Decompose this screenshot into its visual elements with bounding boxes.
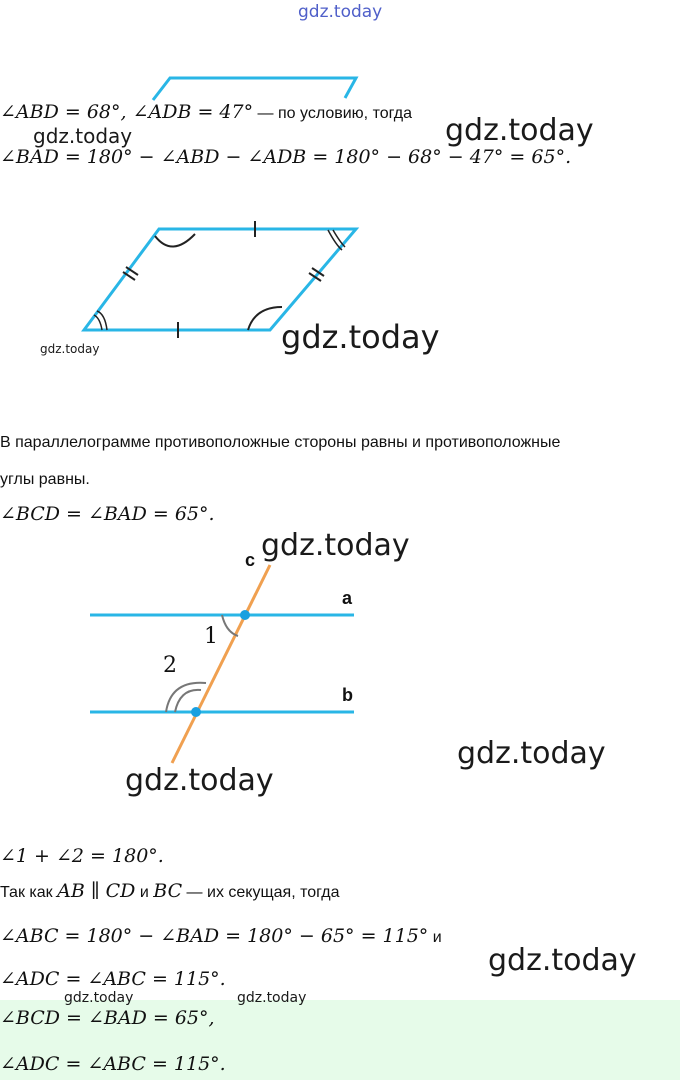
line-b-label: b [342,685,353,705]
angle-abc-and: и [428,929,442,946]
watermark: gdz.today [237,990,307,1006]
watermark: gdz.today [445,113,594,148]
angle-abc-calc: ∠ABC = 180° − ∠BAD = 180° − 65° = 115° [0,925,429,947]
since-suffix: — их секущая, тогда [182,884,340,901]
angle-1-label: 1 [204,624,218,649]
line-c-label: c [245,550,256,570]
watermark: gdz.today [261,528,410,563]
angle-2-label: 2 [163,653,177,678]
answer-line1: ∠BCD = ∠BAD = 65°, [0,1007,215,1029]
watermark: gdz.today [33,124,133,148]
since-line [0,880,339,902]
segment-bc: BC [153,880,183,902]
segment-ab: AB [57,880,85,902]
watermark: gdz.today [457,736,606,771]
given-angles: ∠ABD = 68°, ∠ADB = 47° [0,101,254,123]
since-prefix: Так как [0,884,58,901]
segment-cd: CD [105,880,136,902]
given-note: — по условию, тогда [253,105,412,122]
watermark: gdz.today [125,763,274,798]
watermark: gdz.today [64,990,134,1006]
site-watermark: gdz.today [298,2,383,22]
rule-text-line1: В параллелограмме противоположные стороны равны и противоположные [0,434,561,451]
line-a-label: a [342,588,353,608]
watermark: gdz.today [281,318,440,356]
watermark: gdz.today [488,943,637,978]
since-and: и [135,884,154,901]
angle-bcd-result: ∠BCD = ∠BAD = 65°. [0,503,215,525]
parallel-symbol: ∥ [84,880,106,902]
angle-bad-calculation: ∠BAD = 180° − ∠ABD − ∠ADB = 180° − 68° − 47° = 65°. [0,146,572,168]
angle-adc-line: ∠ADC = ∠ABC = 115°. [0,968,226,990]
angle-abc-line [0,925,442,947]
watermark: gdz.today [40,342,100,356]
rule-text-line2: углы равны. [0,471,90,488]
angle-sum-line: ∠1 + ∠2 = 180°. [0,845,164,867]
answer-line2: ∠ADC = ∠ABC = 115°. [0,1053,226,1075]
